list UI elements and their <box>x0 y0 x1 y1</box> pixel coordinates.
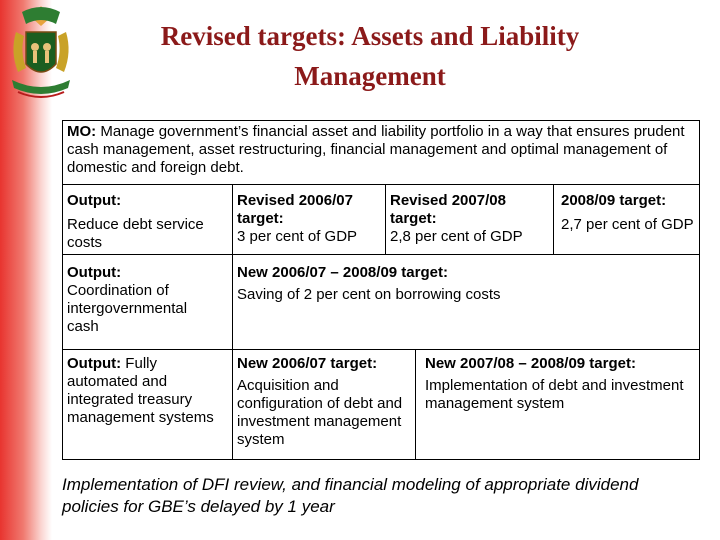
page-title <box>90 16 650 96</box>
row2-output-text: Coordination of intergovernmental cash <box>67 282 188 335</box>
row2-target-cell <box>237 264 677 304</box>
row3-target-2007-text: Implementation of debt and investment management system <box>425 377 684 412</box>
row2-output-cell <box>67 264 217 336</box>
row1-output-cell <box>67 192 229 252</box>
mo-statement <box>67 123 697 177</box>
row3-target-2007-cell <box>425 355 695 413</box>
row1-target-2008-cell <box>561 192 697 234</box>
row2-output-label: Output: <box>67 264 122 281</box>
row2-target-text: Saving of 2 per cent on borrowing costs <box>237 286 501 303</box>
col-divider <box>232 349 233 460</box>
coat-of-arms-logo <box>2 2 80 110</box>
row-divider <box>63 349 699 350</box>
row3-output-cell <box>67 355 217 427</box>
row3-output-text: Fully automated and integrated treasury management systems <box>67 355 214 426</box>
row1-target-2006-text: 3 per cent of GDP <box>237 228 358 245</box>
mo-text: Manage government’s financial asset and liability portfolio in a way that ensures prudent cash management, asset restructuring, financial management and optimal management of domestic and foreign debt. <box>67 123 685 176</box>
row3-target-2007-head: New 2007/08 – 2008/09 target: <box>425 355 636 372</box>
row-divider <box>63 184 699 185</box>
row1-target-2006-head: Revised 2006/07 target: <box>237 192 353 227</box>
row1-output-text: Reduce debt service costs <box>67 216 204 251</box>
col-divider <box>232 184 233 254</box>
row1-target-2008-text: 2,7 per cent of GDP <box>561 216 694 233</box>
col-divider <box>553 184 554 254</box>
row1-target-2007-head: Revised 2007/08 target: <box>390 192 506 227</box>
col-divider <box>415 349 416 460</box>
page-title-line-2: Management <box>294 61 446 91</box>
mo-label: MO: <box>67 123 97 140</box>
row3-target-2006-head: New 2006/07 target: <box>237 355 378 372</box>
row1-target-2007-cell <box>390 192 550 246</box>
targets-table <box>62 120 700 460</box>
col-divider <box>232 254 233 349</box>
row1-target-2008-head: 2008/09 target: <box>561 192 667 209</box>
page-title-line-1: Revised targets: Assets and Liability <box>160 21 580 51</box>
row2-target-head: New 2006/07 – 2008/09 target: <box>237 264 448 281</box>
row-divider <box>63 254 699 255</box>
row3-target-2006-cell <box>237 355 407 449</box>
footer-note: Implementation of DFI review, and financial modeling of appropriate dividend policies for GBE’s delayed by 1 year <box>62 475 639 516</box>
row1-output-label: Output: <box>67 192 122 209</box>
row1-target-2007-text: 2,8 per cent of GDP <box>390 228 523 245</box>
col-divider <box>385 184 386 254</box>
row3-target-2006-text: Acquisition and configuration of debt and investment management system <box>237 377 403 448</box>
row1-target-2006-cell <box>237 192 389 246</box>
row3-output-label: Output: <box>67 355 122 372</box>
